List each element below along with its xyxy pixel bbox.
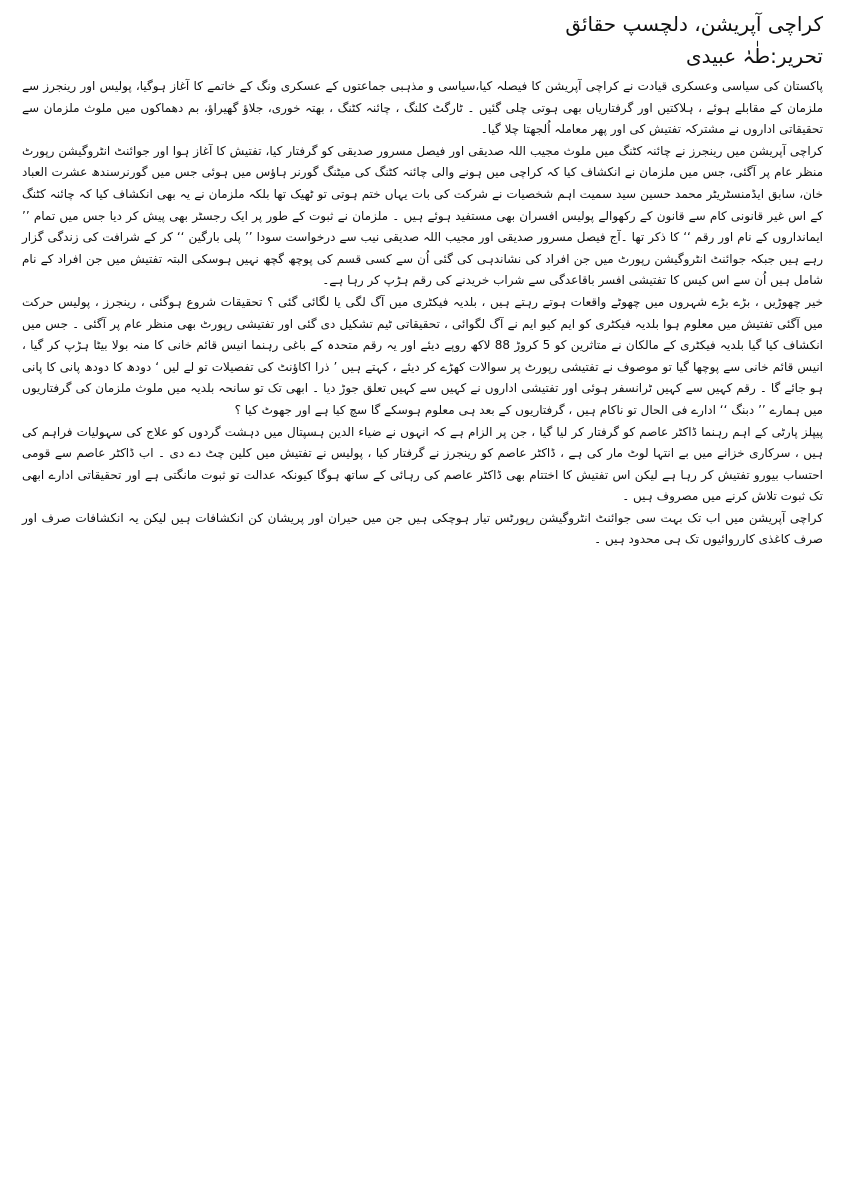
paragraph-5: کراچی آپریشن میں اب تک بہت سی جوائنٹ انٹروگیشن رپورٹس تیار ہوچکی ہیں جن میں حیران اور پریشان کن انکشافات ہیں لیکن یہ انکشافات صرف اور صرف کاغذی کارروائیوں تک ہی محدود ہیں ۔: [22, 510, 823, 547]
paragraph-3: خیر چھوڑیں ، بڑے بڑے شہروں میں چھوٹے واقعات ہوتے رہتے ہیں ، بلدیہ فیکٹری میں آگ لگی یا لگائی گئی ؟ تحقیقات شروع ہوگئی ، رینجرز ، پولیس حرکت میں آگئی تفتیش میں معلوم ہوا بلدیہ فیکٹری کو ایم کیو ایم نے آگ لگوائی ، تحقیقاتی ٹیم تشکیل دی گئی اور تفتیشی رپورٹ بھی منظر عام پر آگئی ۔ جس میں انکشاف کیا گیا بلدیہ فیکٹری کے مالکان نے متاثرین کو 5 کروڑ 88 لاکھ روپے دیئے اور یہ رقم متحدہ کے باغی رہنما انیس قائم خانی کا منہ بولا بیٹا ہڑپ کر گیا ، انیس قائم خانی سے پوچھا گیا تو موصوف نے تفتیشی رپورٹ پر سوالات کھڑے کر دیئے ، کہتے ہیں ’ ذرا اکاؤنٹ کی تفصیلات تو لے لیں ‘ دودھ کا دودھ پانی کا پانی ہو جائے گا ۔ رقم کہیں سے کہیں ٹرانسفر ہوئی اور تفتیشی اداروں نے کہیں سے کہیں تعلق جوڑ دیا ۔ ابھی تک تو سانحہ بلدیہ میں ملوث ملزمان کی گرفتاریوں میں ہمارے ’’ دبنگ ‘‘ ادارے فی الحال تو ناکام ہیں ، گرفتاریوں کے بعد ہی معلوم ہوسکے گا سچ کیا ہے اور جھوٹ کیا ؟: [22, 294, 824, 417]
paragraph-2: کراچی آپریشن میں رینجرز نے چائنہ کٹنگ میں ملوث مجیب اللہ صدیقی اور فیصل مسرور صدیقی کو گرفتار کیا، تفتیش کا آغاز ہوا اور جوائنٹ انٹروگیشن رپورٹ منظر عام پر آگئی، جس میں ملزمان نے انکشاف کیا کہ کراچی میں ہونے والی چائنہ کٹنگ کی میٹنگ گورنر ہاؤس میں ہوئی جس میں گورنرسندھ عشرت العباد خان، سابق ایڈمنسٹریٹر محمد حسین سید سمیت اہم شخصیات نے شرکت کی بات یہاں ختم ہوتی تو ٹھیک تھا بلکہ ملزمان نے یہ بھی انکشاف کیا کہ چائنہ کٹنگ کے اس غیر قانونی کام سے قانون کے رکھوالے پولیس افسران بھی مستفید ہوئے ہیں ۔ ملزمان نے ثبوت کے طور پر ایک رجسٹر بھی پیش کر دیا جس میں تمام ’’ ایمانداروں کے نام اور رقم ‘‘ کا ذکر تھا ۔آج فیصل مسرور صدیقی اور مجیب اللہ صدیقی نیب سے درخواست سودا ’’ پلی بارگین ‘‘ کر کے شرافت کی زندگی گزار رہے ہیں جبکہ جوائنٹ انٹروگیشن رپورٹ میں جن افراد کی نشاندہی کی گئی اُن سے کسی قسم کی پوچھ گچھ نہیں ہوسکی البتہ تفتیش میں جن افراد کے نام شامل ہیں اُن سے اس کیس کا تفتیشی افسر باقاعدگی سے شراب خریدنے کی رقم ہڑپ کر رہا ہے۔: [22, 143, 823, 288]
article-byline: تحریر:طٰہٰ عبیدی: [685, 44, 823, 68]
article-title: کراچی آپریشن، دلچسپ حقائق: [565, 12, 823, 36]
paragraph-4: پیپلز پارٹی کے اہم رہنما ڈاکٹر عاصم کو گرفتار کر لیا گیا ، جن پر الزام ہے کہ انہوں نے ضیاء الدین ہسپتال میں دہشت گردوں کو علاج کی سہولیات فراہم کی ہیں ، سرکاری خزانے میں بے انتہا لوٹ مار کی ہے ، ڈاکٹر عاصم کو رینجرز نے گرفتار کیا ، پولیس نے تفتیش میں کلین چٹ دے دی ۔ اب ڈاکٹر عاصم سے قومی احتساب بیورو تفتیش کر رہا ہے لیکن اس تفتیش کا اختتام بھی ڈاکٹر عاصم کی رہائی کے ساتھ ہوگا کیونکہ عدالت تو ثبوت مانگتی ہے اور تحقیقاتی ادارے ابھی تک ثبوت تلاش کرنے میں مصروف ہیں ۔: [22, 424, 823, 504]
paragraph-1: پاکستان کی سیاسی وعسکری قیادت نے کراچی آپریشن کا فیصلہ کیا،سیاسی و مذہبی جماعتوں کے عسکری ونگ کے خاتمے کا آغاز ہوگیا، پولیس اور رینجرز سے ملزمان کے مقابلے ہوئے ، ہلاکتیں اور گرفتاریاں بھی ہوتی چلی گئیں ۔ ٹارگٹ کلنگ ، چائنہ کٹنگ ، بھتہ خوری، جلاؤ گھیراؤ، بم دھماکوں میں ملوث ملزمان سے تحقیقاتی اداروں نے مشترکہ تفتیش کی اور پھر معاملہ اُلجھتا چلا گیا۔: [22, 79, 823, 137]
